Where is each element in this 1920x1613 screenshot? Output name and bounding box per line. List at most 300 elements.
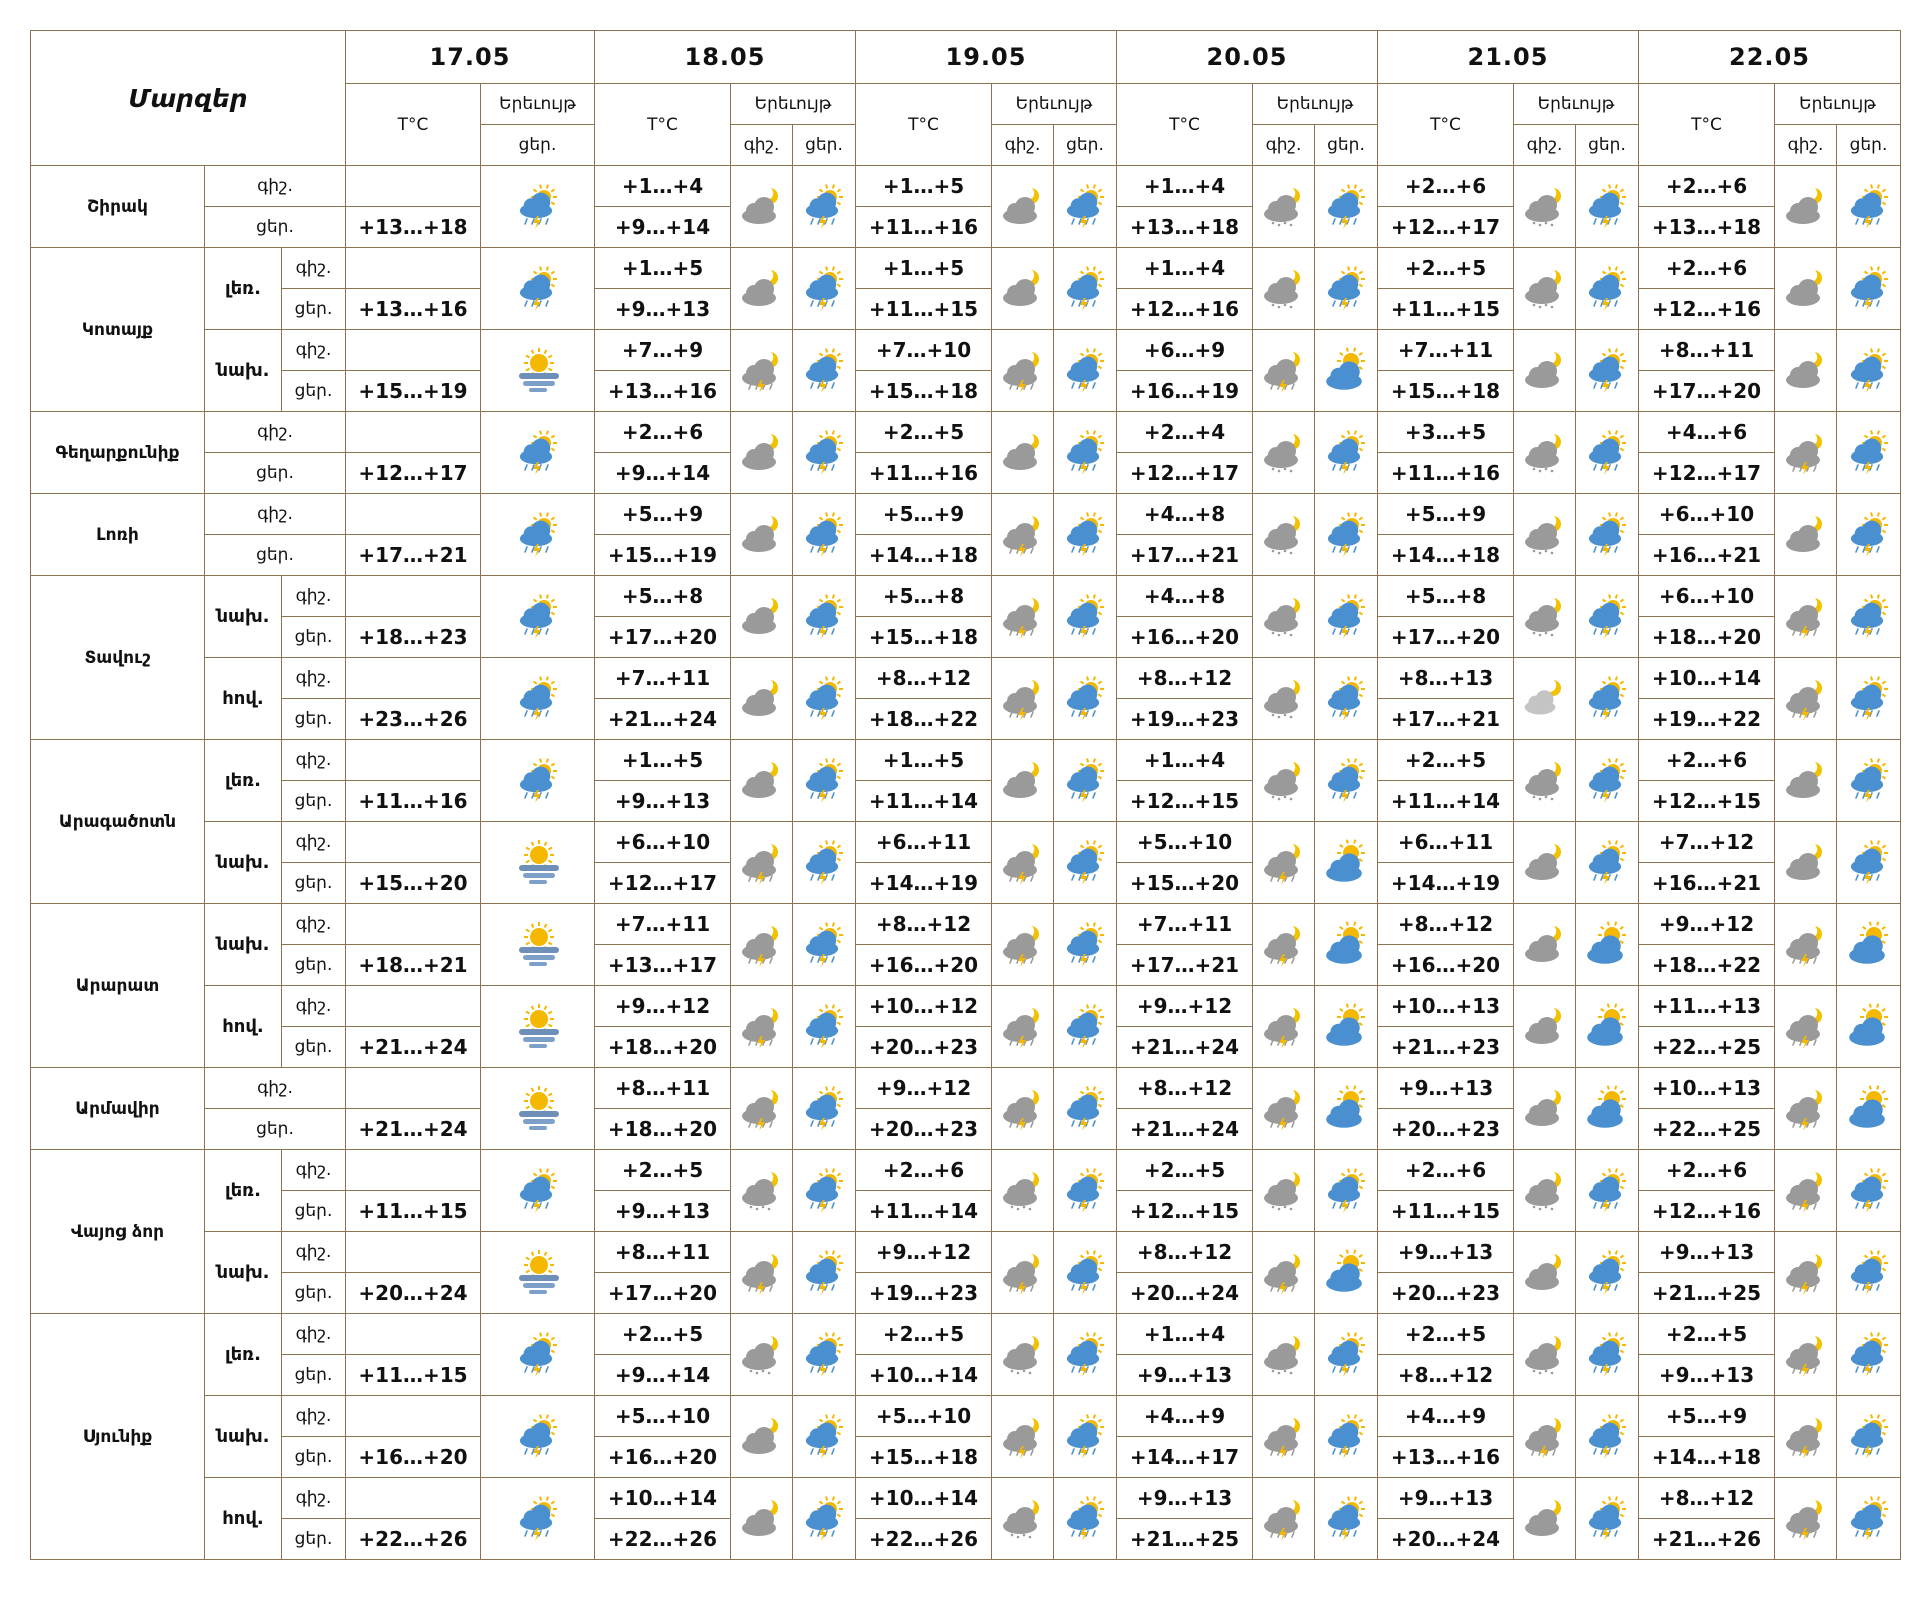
day-temperature: +9…+14 [595,453,731,494]
day-subheader: ցեր. [1576,125,1639,166]
night-phenomenon-cell [731,248,793,330]
night-row [31,1232,1901,1273]
sun-cloud-rain-lightning-icon [515,265,561,313]
day-label: ցեր. [282,1437,346,1478]
temperature-header: T°C [1117,84,1253,166]
night-phenomenon-cell [992,1314,1054,1396]
night-row [31,1150,1901,1191]
moon-cloud-icon [1000,265,1046,313]
sun-cloud-rain-lightning-icon [515,757,561,805]
night-phenomenon-cell [1775,1314,1837,1396]
sun-cloud-rain-lightning-icon [1584,593,1630,641]
day-temperature: +17…+21 [1117,535,1253,576]
day-phenomenon-cell [1315,986,1378,1068]
day-temperature: +18…+22 [1639,945,1775,986]
day-phenomenon-cell [1315,412,1378,494]
day-phenomenon-cell [1837,1314,1901,1396]
sun-cloud-rain-lightning-icon [1062,511,1108,559]
sun-cloud-rain-lightning-icon [1846,429,1892,477]
day-phenomenon-cell [1576,658,1639,740]
night-temperature: +4…+9 [1378,1396,1514,1437]
day-temperature: +22…+26 [856,1519,992,1560]
region-name: Շիրակ [31,166,205,248]
night-subheader: գիշ. [1514,125,1576,166]
day-temperature: +20…+24 [1117,1273,1253,1314]
sun-cloud-rain-lightning-icon [801,1249,847,1297]
night-phenomenon-cell [731,904,793,986]
day-phenomenon-cell [1576,740,1639,822]
sun-cloud-rain-lightning-icon [1846,183,1892,231]
night-temperature: +6…+10 [595,822,731,863]
region-name: Լոռի [31,494,205,576]
night-phenomenon-cell [992,1232,1054,1314]
night-temperature: +7…+12 [1639,822,1775,863]
day-temperature: +20…+23 [1378,1109,1514,1150]
night-phenomenon-cell [1775,740,1837,822]
phenomenon-header: Երեւույթ [1514,84,1639,125]
night-phenomenon-cell [1514,412,1576,494]
day-temperature: +13…+18 [1117,207,1253,248]
day-temperature: +18…+22 [856,699,992,740]
sun-cloud-icon [1323,921,1369,969]
sun-cloud-rain-lightning-icon [1846,265,1892,313]
moon-cloud-rain-icon [1261,593,1307,641]
moon-cloud-icon [739,675,785,723]
moon-cloud-icon [739,511,785,559]
night-phenomenon-cell [992,822,1054,904]
day-label: ցեր. [282,1355,346,1396]
night-temperature: +8…+12 [856,658,992,699]
night-phenomenon-cell [1514,166,1576,248]
phenomenon-cell [481,822,595,904]
sun-cloud-icon [1323,347,1369,395]
night-temperature [346,986,481,1027]
zone-name: հով. [205,1478,282,1560]
moon-cloud-lightning-rain-icon [1783,1085,1829,1133]
night-phenomenon-cell [1514,248,1576,330]
night-label: գիշ. [282,1478,346,1519]
moon-cloud-lightning-rain-icon [1783,675,1829,723]
day-phenomenon-cell [1054,248,1117,330]
night-phenomenon-cell [1253,658,1315,740]
day-temperature: +12…+16 [1639,289,1775,330]
day-phenomenon-cell [1315,1396,1378,1478]
sun-cloud-rain-lightning-icon [1584,757,1630,805]
sun-cloud-icon [1846,1003,1892,1051]
day-phenomenon-cell [1315,740,1378,822]
night-row [31,740,1901,781]
night-temperature: +2…+5 [856,1314,992,1355]
weather-forecast-table [30,30,1901,1560]
night-label: գիշ. [205,1068,346,1109]
day-temperature: +15…+19 [595,535,731,576]
day-phenomenon-cell [1315,1314,1378,1396]
night-row [31,986,1901,1027]
night-temperature: +2…+6 [1639,166,1775,207]
sun-cloud-rain-lightning-icon [1584,183,1630,231]
sun-cloud-rain-lightning-icon [801,1413,847,1461]
night-temperature: +7…+11 [595,904,731,945]
day-phenomenon-cell [1576,1068,1639,1150]
night-phenomenon-cell [731,166,793,248]
day-phenomenon-cell [1837,412,1901,494]
day-phenomenon-cell [793,1232,856,1314]
night-label: գիշ. [282,1150,346,1191]
night-temperature [346,576,481,617]
sun-cloud-icon [1846,921,1892,969]
day-phenomenon-cell [1054,822,1117,904]
day-temperature: +17…+20 [1378,617,1514,658]
day-temperature: +20…+23 [856,1027,992,1068]
moon-cloud-lightning-rain-icon [1261,839,1307,887]
moon-cloud-icon [739,593,785,641]
night-phenomenon-cell [1775,658,1837,740]
night-row [31,822,1901,863]
moon-cloud-icon [1783,265,1829,313]
night-phenomenon-cell [1775,1232,1837,1314]
night-phenomenon-cell [731,658,793,740]
sun-cloud-rain-lightning-icon [1846,839,1892,887]
sun-cloud-rain-lightning-icon [1846,511,1892,559]
night-temperature: +2…+6 [856,1150,992,1191]
night-phenomenon-cell [1775,166,1837,248]
day-temperature: +19…+23 [856,1273,992,1314]
moon-cloud-lightning-rain-icon [739,1003,785,1051]
night-phenomenon-cell [1253,248,1315,330]
day-temperature: +14…+18 [856,535,992,576]
night-temperature: +9…+12 [595,986,731,1027]
moon-cloud-icon [1522,1085,1568,1133]
day-phenomenon-cell [1054,740,1117,822]
night-phenomenon-cell [731,822,793,904]
night-temperature: +8…+12 [1117,658,1253,699]
night-temperature: +2…+5 [1378,1314,1514,1355]
sun-cloud-rain-lightning-icon [515,429,561,477]
sun-cloud-rain-lightning-icon [1584,1331,1630,1379]
night-temperature: +7…+9 [595,330,731,371]
phenomenon-header: Երեւույթ [992,84,1117,125]
phenomenon-cell [481,986,595,1068]
day-label: ցեր. [205,453,346,494]
night-temperature: +2…+6 [1639,1150,1775,1191]
phenomenon-header: Երեւույթ [481,84,595,125]
day-phenomenon-cell [1054,412,1117,494]
night-temperature: +1…+4 [595,166,731,207]
day-temperature: +9…+14 [595,1355,731,1396]
sun-cloud-rain-lightning-icon [1323,1495,1369,1543]
sun-cloud-rain-lightning-icon [801,1495,847,1543]
night-phenomenon-cell [1514,1314,1576,1396]
day-phenomenon-cell [793,1314,856,1396]
moon-cloud-icon [1522,1495,1568,1543]
day-phenomenon-cell [1576,576,1639,658]
sun-cloud-rain-lightning-icon [1584,675,1630,723]
moon-cloud-icon [1783,839,1829,887]
sun-cloud-rain-lightning-icon [1062,1085,1108,1133]
day-phenomenon-cell [1837,330,1901,412]
moon-cloud-icon [1783,183,1829,231]
region-name: Արարատ [31,904,205,1068]
night-phenomenon-cell [731,740,793,822]
day-temperature: +16…+19 [1117,371,1253,412]
day-phenomenon-cell [793,1150,856,1232]
day-label: ցեր. [205,535,346,576]
moon-cloud-lightning-rain-icon [1783,593,1829,641]
moon-cloud-rain-icon [1261,757,1307,805]
sun-cloud-rain-lightning-icon [515,511,561,559]
header-row-dates [31,31,1901,84]
sun-cloud-icon [1323,1249,1369,1297]
day-temperature: +21…+24 [1117,1109,1253,1150]
sun-cloud-rain-lightning-icon [1584,429,1630,477]
day-phenomenon-cell [1315,166,1378,248]
sun-cloud-rain-lightning-icon [1584,347,1630,395]
phenomenon-cell [481,166,595,248]
day-temperature: +15…+18 [856,371,992,412]
phenomenon-cell [481,248,595,330]
sun-cloud-rain-lightning-icon [801,593,847,641]
night-phenomenon-cell [1253,740,1315,822]
day-phenomenon-cell [1315,1232,1378,1314]
day-temperature: +15…+18 [1378,371,1514,412]
moon-cloud-lightning-rain-icon [1000,593,1046,641]
zone-name: նախ. [205,576,282,658]
sun-cloud-rain-lightning-icon [1846,1331,1892,1379]
day-temperature: +11…+15 [346,1355,481,1396]
day-label: ցեր. [205,1109,346,1150]
phenomenon-cell [481,1150,595,1232]
night-temperature: +1…+5 [856,248,992,289]
day-temperature: +12…+17 [1117,453,1253,494]
sun-cloud-rain-lightning-icon [801,1167,847,1215]
phenomenon-cell [481,1232,595,1314]
sun-cloud-rain-lightning-icon [1846,593,1892,641]
day-temperature: +20…+23 [1378,1273,1514,1314]
day-temperature: +12…+17 [595,863,731,904]
day-temperature: +21…+26 [1639,1519,1775,1560]
night-phenomenon-cell [1253,822,1315,904]
day-temperature: +21…+24 [346,1109,481,1150]
moon-cloud-rain-icon [1261,1167,1307,1215]
day-temperature: +14…+18 [1378,535,1514,576]
day-phenomenon-cell [1576,1232,1639,1314]
day-phenomenon-cell [1837,166,1901,248]
day-temperature: +16…+20 [1117,617,1253,658]
moon-cloud-icon [739,265,785,313]
night-temperature: +5…+8 [1378,576,1514,617]
night-temperature [346,658,481,699]
day-phenomenon-cell [1315,1068,1378,1150]
day-temperature: +13…+17 [595,945,731,986]
zone-name: լեռ. [205,740,282,822]
day-phenomenon-cell [1576,822,1639,904]
day-temperature: +11…+14 [1378,781,1514,822]
night-label: գիշ. [205,494,346,535]
night-temperature: +2…+5 [595,1314,731,1355]
night-temperature: +2…+6 [1378,166,1514,207]
sun-cloud-rain-lightning-icon [801,1085,847,1133]
night-temperature: +9…+12 [1117,986,1253,1027]
night-temperature: +8…+13 [1378,658,1514,699]
night-temperature: +10…+14 [856,1478,992,1519]
night-phenomenon-cell [992,166,1054,248]
day-temperature: +16…+20 [1378,945,1514,986]
day-temperature: +11…+15 [856,289,992,330]
night-phenomenon-cell [1775,576,1837,658]
day-phenomenon-cell [793,658,856,740]
day-phenomenon-cell [1576,986,1639,1068]
day-temperature: +9…+13 [595,781,731,822]
moon-cloud-lightning-rain-icon [1000,347,1046,395]
night-phenomenon-cell [731,1150,793,1232]
night-temperature: +7…+11 [595,658,731,699]
sun-cloud-rain-lightning-icon [1846,347,1892,395]
moon-cloud-lightning-rain-icon [1000,675,1046,723]
day-temperature: +9…+13 [595,1191,731,1232]
day-phenomenon-cell [1837,822,1901,904]
night-temperature: +1…+5 [595,248,731,289]
day-temperature: +21…+25 [1639,1273,1775,1314]
sun-cloud-rain-lightning-icon [1062,1003,1108,1051]
day-label: ցեր. [282,781,346,822]
day-phenomenon-cell [1576,330,1639,412]
day-phenomenon-cell [1315,1478,1378,1560]
night-phenomenon-cell [1514,1478,1576,1560]
night-phenomenon-cell [1253,494,1315,576]
moon-cloud-lightning-rain-icon [1783,1413,1829,1461]
night-temperature: +11…+13 [1639,986,1775,1027]
night-phenomenon-cell [1514,658,1576,740]
phenomenon-cell [481,1478,595,1560]
sun-cloud-rain-lightning-icon [515,1495,561,1543]
night-phenomenon-cell [1253,986,1315,1068]
day-temperature: +21…+24 [1117,1027,1253,1068]
night-temperature: +9…+12 [1639,904,1775,945]
zone-name: նախ. [205,1396,282,1478]
day-label: ցեր. [205,207,346,248]
night-label: գիշ. [282,904,346,945]
day-temperature: +17…+21 [1117,945,1253,986]
night-temperature: +8…+12 [1117,1068,1253,1109]
day-temperature: +13…+18 [1639,207,1775,248]
day-phenomenon-cell [793,248,856,330]
night-temperature: +8…+12 [1639,1478,1775,1519]
day-phenomenon-cell [1054,904,1117,986]
day-phenomenon-cell [1315,248,1378,330]
sun-cloud-fog-icon [515,1003,561,1051]
moon-cloud-lightning-rain-icon [1261,1249,1307,1297]
sun-cloud-rain-lightning-icon [1062,921,1108,969]
night-temperature: +5…+8 [595,576,731,617]
sun-cloud-rain-lightning-icon [1323,511,1369,559]
moon-cloud-lightning-rain-icon [1000,839,1046,887]
moon-cloud-rain-icon [1261,1331,1307,1379]
phenomenon-cell [481,330,595,412]
night-temperature: +9…+13 [1378,1478,1514,1519]
moon-cloud-lightning-rain-icon [739,1249,785,1297]
moon-cloud-rain-icon [739,1331,785,1379]
moon-cloud-rain-icon [1000,1167,1046,1215]
day-phenomenon-cell [793,904,856,986]
night-temperature: +1…+5 [856,166,992,207]
day-temperature: +14…+19 [856,863,992,904]
day-phenomenon-cell [1837,576,1901,658]
sun-cloud-icon [1323,1085,1369,1133]
zone-name: նախ. [205,330,282,412]
day-temperature: +11…+16 [1378,453,1514,494]
day-temperature: +11…+15 [346,1191,481,1232]
day-temperature: +21…+23 [1378,1027,1514,1068]
night-label: գիշ. [282,658,346,699]
night-label: գիշ. [282,248,346,289]
sun-cloud-rain-lightning-icon [1062,593,1108,641]
sun-cloud-rain-lightning-icon [801,921,847,969]
sun-cloud-rain-lightning-icon [1323,183,1369,231]
day-label: ցեր. [282,617,346,658]
night-phenomenon-cell [1253,1314,1315,1396]
day-temperature: +18…+21 [346,945,481,986]
night-row [31,166,1901,207]
day-phenomenon-cell [1576,1396,1639,1478]
day-temperature: +13…+16 [595,371,731,412]
sun-cloud-rain-lightning-icon [801,839,847,887]
temperature-header: T°C [1378,84,1514,166]
sun-cloud-rain-lightning-icon [1062,183,1108,231]
moon-cloud-rain-icon [1522,183,1568,231]
moon-cloud-lightning-rain-icon [1783,429,1829,477]
night-phenomenon-cell [992,248,1054,330]
day-temperature: +13…+16 [346,289,481,330]
night-temperature [346,494,481,535]
night-phenomenon-cell [1775,1150,1837,1232]
day-temperature: +14…+19 [1378,863,1514,904]
moon-cloud-lightning-rain-icon [1522,1413,1568,1461]
night-phenomenon-cell [992,1478,1054,1560]
night-phenomenon-cell [1253,330,1315,412]
day-temperature: +12…+17 [1378,207,1514,248]
night-temperature: +8…+12 [1378,904,1514,945]
moon-cloud-lightning-rain-icon [1783,1249,1829,1297]
moon-cloud-lightning-rain-icon [1261,921,1307,969]
day-phenomenon-cell [1576,904,1639,986]
phenomenon-cell [481,658,595,740]
day-temperature: +16…+21 [1639,863,1775,904]
date-header: 21.05 [1378,31,1639,84]
moon-cloud-rain-icon [1522,1331,1568,1379]
sun-cloud-rain-lightning-icon [1062,1495,1108,1543]
zone-name: լեռ. [205,1314,282,1396]
sun-cloud-icon [1584,921,1630,969]
day-temperature: +12…+16 [1639,1191,1775,1232]
moon-cloud-lightning-rain-icon [1261,1495,1307,1543]
moon-cloud-icon [1783,757,1829,805]
night-temperature: +6…+10 [1639,576,1775,617]
moon-cloud-lightning-rain-icon [1261,1085,1307,1133]
moon-cloud-rain-icon [1522,511,1568,559]
day-temperature: +23…+26 [346,699,481,740]
day-phenomenon-cell [1837,904,1901,986]
moon-cloud-lightning-rain-icon [1783,1003,1829,1051]
night-temperature: +9…+13 [1378,1068,1514,1109]
day-phenomenon-cell [793,1396,856,1478]
day-temperature: +13…+18 [346,207,481,248]
day-label: ցեր. [282,1027,346,1068]
moon-cloud-lightning-rain-icon [739,921,785,969]
sun-cloud-icon [1323,839,1369,887]
day-phenomenon-cell [1054,330,1117,412]
day-phenomenon-cell [1576,1478,1639,1560]
day-phenomenon-cell [1576,1150,1639,1232]
